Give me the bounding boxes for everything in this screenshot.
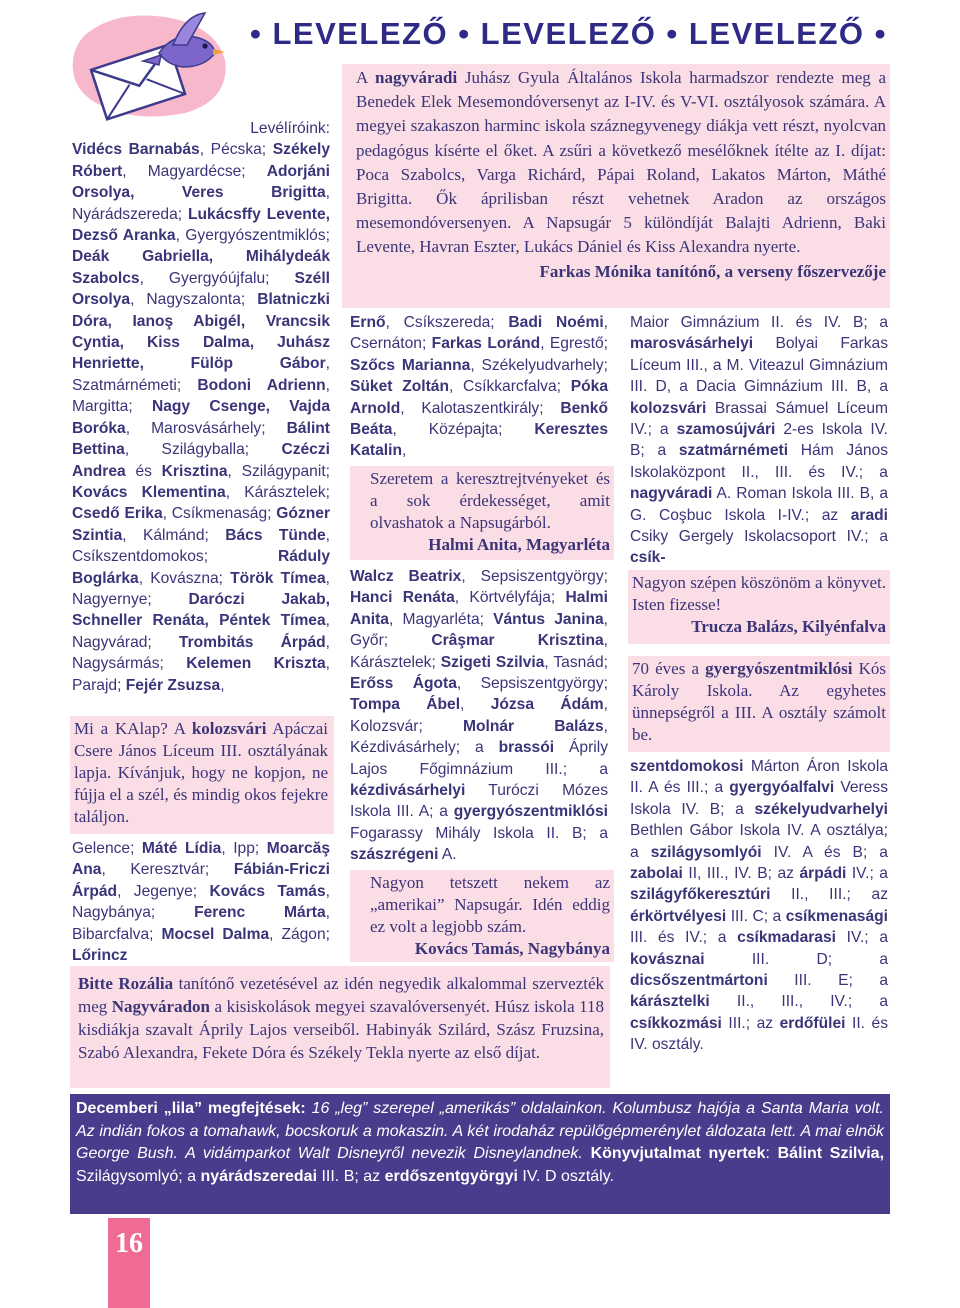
name-bold: Krisztina	[161, 462, 228, 480]
name-bold: marosvásárhelyi	[630, 335, 754, 353]
name-text: , Székelyudvarhely;	[470, 356, 609, 374]
name-bold: Mocsel Dalma	[161, 925, 270, 943]
name-bold: Walcz Beatrix	[350, 568, 462, 585]
name-bold: Vidécs Barnabás	[72, 141, 200, 159]
name-text: Bethlen Gábor Iskola IV. A osztálya; a	[630, 822, 888, 861]
intro-city: nagyváradi	[375, 68, 458, 87]
name-bold: csíkkozmási	[630, 1014, 722, 1032]
name-bold: Ferenc Márta	[194, 904, 326, 922]
name-text: , Gyergyószentmiklós;	[175, 227, 330, 245]
name-bold: Széll Orsolya	[72, 269, 330, 309]
name-bold: kovásznai	[630, 950, 705, 968]
name-bold: Ernő	[350, 314, 386, 331]
letter-writers-list-continued	[72, 838, 330, 966]
name-bold: gyergyószentmiklósi	[453, 803, 608, 821]
name-text: Brassai Sámuel Líceum IV.; a	[630, 399, 888, 439]
name-text: , Sepsiszentgyörgy;	[456, 675, 608, 693]
intro-signature: Farkas Mónika tanítónő, a verseny főszervezője	[539, 261, 886, 281]
recital-text-1: tanítónő vezetésével az idén negyedik alkalommal szervezték meg	[78, 974, 605, 1016]
name-bold: csíkmenasági	[785, 907, 888, 925]
name-bold: Nagy Csenge, Vajda Boróka	[72, 398, 331, 437]
name-bold: Fejér Zsuzsa	[125, 676, 221, 694]
name-bold: erdőfülei	[779, 1014, 846, 1032]
intro-text-1: A	[356, 68, 376, 87]
school-anniversary-note	[628, 656, 890, 752]
solutions-winners-label: Könyvjutalmat nyertek	[582, 1145, 766, 1163]
thanks-signature: Trucza Balázs, Kilyénfalva	[691, 617, 886, 636]
name-text: , Tasnád;	[544, 653, 608, 671]
name-text: , Kárásztelek;	[350, 632, 608, 671]
name-text: II, III., IV. B; az	[682, 865, 800, 883]
name-bold: Székely Róbert	[72, 141, 330, 180]
name-text: , Bibarcfalva;	[72, 904, 330, 943]
name-text: , Keresztvár;	[101, 861, 234, 879]
name-text: , Nagyernye;	[72, 569, 330, 608]
name-bold: Póka Arnold	[350, 378, 608, 417]
reader-letter-american	[350, 870, 614, 962]
name-text: , Nyárádszereda;	[72, 184, 330, 223]
page-number: 16	[115, 1228, 143, 1259]
name-text: , Szatmárnémeti;	[72, 355, 330, 394]
name-bold: árpádi	[799, 865, 847, 883]
name-bold: Lukácsffy Levente, Dezső Aranka	[72, 205, 330, 245]
name-bold: dicsőszentmártoni	[630, 972, 768, 990]
name-bold: Ráduly Boglárka	[72, 548, 330, 587]
name-bold: brassói	[498, 739, 555, 757]
solutions-heading: Decemberi „lila” megfejtések:	[76, 1100, 306, 1117]
schools-list-2	[630, 758, 888, 1053]
name-text: Áprily Lajos Főgimnázium III.; a	[350, 739, 608, 778]
name-text: , Magyarléta;	[388, 610, 494, 628]
name-bold: Süket Zoltán	[350, 378, 449, 396]
kalap-city: kolozsvári	[191, 719, 267, 738]
name-text: , Kalotaszentkirály;	[400, 399, 561, 417]
name-bold: Farkas Loránd	[431, 335, 541, 353]
solutions-answers: 16 „leg” szerepel „amerikás” oldalainkon. Kolumbusz hajója a Santa Maria volt. Az indián fokos a tomahawk, bocskoruk a mokaszin. A két irodaház repülőgépmerénylet áldozata lett. A mai elnök George Bush. A vidámparkot Walt Disneyről nevezik Disneylandnek.	[76, 1100, 884, 1163]
recital-text-2: a kisiskolások megyei szavalóversenyét. Húsz iskola 118 kisdiákja szavalt Áprily Lajos verseiből. Habinyák Szilárd, Szász Fruzsina, Szabó Alexandra, Fekete Dóra és Székely Tekla nyerte az első díjat.	[78, 997, 604, 1062]
name-text: II. és IV. osztály.	[630, 1014, 888, 1054]
solutions-text-2: Szilágysomlyó; a	[76, 1167, 201, 1185]
name-bold: Erőss Ágota	[350, 675, 457, 693]
name-text: , Nagyszalonta;	[130, 291, 258, 309]
name-bold: Kovács Tamás	[209, 882, 326, 900]
name-text: Csiky Gergely Iskolacsoport IV.; a	[630, 528, 888, 546]
letter-writers-names	[72, 141, 330, 693]
name-text: IV. A és B; a	[761, 843, 888, 861]
kalap-note	[70, 716, 334, 834]
name-text: , Győr;	[350, 610, 608, 650]
name-bold: Vántus Janina	[493, 610, 604, 628]
solutions-winner-3: erdőszentgyörgyi	[384, 1167, 518, 1185]
name-bold: Bodoni Adrienn	[197, 376, 326, 394]
name-text: Hám János Iskolaközpont II., III. és IV.; a	[630, 442, 889, 481]
name-bold: kolozsvári	[630, 399, 707, 417]
name-text: , Kolozsvár;	[350, 696, 608, 735]
name-text: , Nagyvárad;	[72, 612, 330, 651]
intro-text-2: Juhász Gyula Általános Iskola harmadszor rendezte meg a Benedek Elek Mesemondóversenyt az I-IV. és V-VI. osztályosok számára. A megyei szakaszon harminc iskola száznegyvenegy diákja vett részt, nyolcvan pedagógus kísérte el őket. A zsűri a következő mesélőknek ítélte az I. díjat: Poca Szabolcs, Varga Richárd, Pápai Roland, Lakatos Márton, Máthé Brigitta. Ők áprilisban részt vehetnek Aradon az országos mesemondóversenyen. A Napsugár 5 különdíját Balajti Adrienn, Baki Levente, Havran Eszter, Lukács Dániel és Kiss Alexandra nyerte.	[356, 68, 886, 257]
name-text: II., III.; az	[770, 886, 888, 904]
name-text: , Szilágypanit;	[227, 462, 330, 480]
schools-list-right	[630, 312, 888, 569]
name-bold: szilágysomlyói	[650, 843, 762, 861]
name-text: IV.; a	[836, 929, 888, 947]
name-text: , Kovászna;	[138, 569, 231, 587]
name-text: és	[125, 462, 162, 480]
name-text: , Kézdivásárhely; a	[350, 717, 608, 757]
anniversary-text-2: Kós Károly Iskola. Az egyhetes ünnepségről a III. A osztály számolt be.	[632, 659, 886, 744]
storytelling-contest-article	[342, 64, 890, 308]
name-text: Gelence;	[72, 840, 142, 857]
name-text: Fogarassy Mihály Iskola II. B; a	[350, 824, 608, 842]
name-text: 2-es Iskola IV. B; a	[630, 421, 888, 460]
name-bold: Czéczi Andrea	[72, 441, 330, 480]
name-bold: zabolai	[630, 865, 683, 883]
name-text: III. E; a	[767, 972, 888, 990]
name-bold: Tompa Ábel	[350, 696, 461, 714]
name-text: , Szilágyballa;	[124, 441, 282, 459]
name-text: Veress Iskola IV. B; a	[630, 779, 888, 818]
name-text: , Sepsiszentgyörgy;	[461, 568, 608, 585]
anniversary-text-1: 70 éves a	[632, 659, 706, 678]
name-bold: Molnár Balázs	[462, 717, 604, 735]
name-bold: Szőcs Marianna	[350, 356, 471, 374]
name-text: IV.; a	[846, 865, 888, 883]
kalap-text-1: Mi a KAlap? A	[74, 719, 192, 738]
name-text: , Gyergyóújfalu;	[139, 269, 295, 287]
name-bold: székelyudvarhelyi	[754, 800, 888, 818]
name-bold: szamosújvári	[676, 421, 776, 439]
name-text: , Csíkkarcfalva;	[448, 378, 571, 396]
american-signature: Kovács Tamás, Nagybánya	[414, 939, 610, 958]
name-bold: Fábián-Friczi Árpád	[72, 861, 330, 900]
name-bold: Csedő Erika	[72, 505, 163, 523]
solutions-text-3: III. B; az	[317, 1167, 385, 1185]
crossword-text: Szeretem a keresztrejtvényeket és a sok érdekességet, amit olvashatok a Napsugárból.	[370, 469, 610, 532]
name-text: III. D; a	[704, 950, 888, 968]
page-title: • LEVELEZŐ • LEVELEZŐ • LEVELEZŐ •	[250, 16, 887, 51]
name-text: , Pécska;	[199, 141, 273, 159]
name-bold: Kelemen Kriszta	[186, 655, 326, 673]
recital-city: Nagyváradon	[111, 997, 211, 1016]
name-text: ,	[402, 442, 407, 460]
kalap-text-2: Apáczai Csere János Líceum III. osztályának lapja. Kívánjuk, hogy ne kopjon, ne fújja el a szél, és mindig okos fejekre találjon.	[74, 719, 328, 826]
name-bold: aradi	[850, 506, 888, 524]
solutions-text-4: IV. D osztály.	[517, 1167, 614, 1185]
letter-writers-list	[72, 118, 330, 696]
name-text: Maior Gimnázium II. és IV. B; a	[630, 314, 888, 331]
name-text: , Zágon;	[269, 925, 330, 943]
anniversary-city: gyergyószentmiklósi	[705, 659, 853, 678]
name-text: , Kárásztelek;	[225, 483, 330, 501]
name-bold: Daróczi Jakab, Schneller Renáta, Péntek Tímea	[72, 590, 330, 630]
letter-writers-list-middle-2	[350, 566, 608, 866]
name-text: A.	[438, 846, 457, 864]
name-text: , Jegenye;	[117, 882, 210, 900]
name-bold: Bács Tünde	[225, 526, 326, 544]
name-bold: csík-	[630, 549, 666, 567]
name-bold: Crâşmar Krisztina	[431, 632, 604, 650]
name-text: , Nagysármás;	[72, 633, 331, 673]
name-bold: Adorjáni Orsolya, Veres Brigitta	[72, 162, 330, 202]
name-bold: nagyváradi	[630, 485, 713, 503]
name-bold: Halmi Anita	[350, 589, 608, 628]
recital-teacher: Bitte Rozália	[78, 974, 174, 993]
name-text: , Marosvásárhely;	[125, 419, 287, 437]
december-solutions	[70, 1094, 890, 1214]
name-bold: szilágyfőkeresztúri	[630, 886, 771, 904]
american-text: Nagyon tetszett nekem az „amerikai” Napsugár. Idén eddig ez volt a legjobb szám.	[370, 873, 610, 936]
letter-writers-list-middle	[350, 312, 608, 462]
letter-writers-names-4	[350, 568, 608, 863]
name-bold: szászrégeni	[350, 846, 439, 864]
name-text: , Nagybánya;	[72, 882, 330, 922]
name-bold: kárásztelki	[630, 993, 710, 1011]
solutions-text-1: :	[765, 1145, 778, 1163]
name-bold: érkörtvélyesi	[630, 907, 727, 925]
schools-list-right-2	[630, 756, 888, 1056]
name-text: ,	[220, 676, 225, 694]
name-bold: Józsa Ádám	[490, 696, 604, 714]
name-bold: Török Tímea	[230, 569, 326, 587]
name-bold: Bálint Bettina	[72, 419, 330, 459]
name-bold: Máté Lídia	[141, 840, 222, 857]
name-bold: Szigeti Szilvia	[440, 653, 545, 671]
name-bold: szentdomokosi	[630, 758, 744, 775]
name-text: , Ipp;	[221, 840, 267, 857]
name-text: Márton Áron Iskola II. A és III.; a	[630, 758, 888, 797]
name-bold: csíkmadarasi	[737, 929, 836, 947]
name-text: , Kálmánd;	[122, 526, 226, 544]
name-bold: Blatniczki Dóra, Ianoş Abigél, Vrancsik Cyntia, Kiss Dalma, Juhász Henriette, Fülöp Gábor	[72, 291, 330, 373]
name-text: , Parajd;	[72, 655, 330, 694]
name-bold: Deák Gabriella, Mihálydeák Szabolcs	[72, 248, 330, 287]
name-text: Turóczi Mózes Iskola III. A; a	[350, 782, 608, 821]
letter-writers-names-3	[350, 314, 608, 459]
name-bold: Hanci Renáta	[350, 589, 455, 607]
name-bold: Benkő Beáta	[350, 399, 608, 439]
reader-letter-thanks	[628, 570, 890, 644]
name-text: , Magyardécse;	[122, 162, 267, 180]
name-text: III. C; a	[726, 907, 786, 925]
name-text: Bolyai Farkas Líceum III., a M. Viteazul Gimnázium III. D, a Dacia Gimnázium III. B, a	[630, 335, 888, 396]
name-text: , Csernáton;	[350, 314, 608, 353]
name-bold: Kovács Klementina	[72, 483, 226, 501]
name-bold: kézdivásárhelyi	[350, 782, 466, 800]
name-bold: Keresztes Katalin	[350, 421, 608, 460]
name-bold: Moarcăş Ana	[72, 840, 330, 879]
name-bold: Gózner Szintia	[72, 505, 331, 544]
name-text: , Középajta;	[392, 421, 535, 439]
bird-envelope-logo	[55, 5, 245, 123]
letter-writers-names-2	[72, 840, 330, 964]
reader-letter-crossword	[350, 466, 614, 560]
name-bold: Trombitás Árpád	[178, 633, 326, 651]
name-text: , Csíkszentdomokos;	[72, 526, 331, 566]
recital-contest-article	[70, 966, 610, 1088]
solutions-winner-2: nyárádszeredai	[200, 1167, 318, 1185]
name-bold: Badi Noémi	[508, 314, 604, 331]
crossword-signature: Halmi Anita, Magyarléta	[428, 535, 610, 554]
name-text: , Margitta;	[72, 376, 331, 416]
name-text: III.; az	[721, 1014, 780, 1032]
name-bold: gyergyóalfalvi	[729, 779, 835, 797]
name-text: , Körtvélyfája;	[454, 589, 566, 607]
name-text: , Csíkszereda;	[385, 314, 509, 331]
schools-list-1	[630, 314, 888, 566]
name-text: ,	[460, 696, 491, 714]
name-text: , Egrestő;	[540, 335, 608, 353]
letter-writers-label: Levélíróink:	[250, 120, 330, 137]
name-bold: szatmárnémeti	[678, 442, 789, 460]
thanks-text: Nagyon szépen köszönöm a könyvet. Isten fizesse!	[632, 573, 886, 614]
name-text: A. Roman Iskola III. B, a G. Coşbuc Iskola I-IV.; az	[630, 485, 888, 524]
name-text: III. és IV.; a	[630, 929, 738, 947]
name-text: II., III., IV.; a	[709, 993, 888, 1011]
name-text: , Csíkmenaság;	[162, 505, 277, 523]
solutions-winner-1: Bálint Szilvia,	[777, 1145, 885, 1163]
name-bold: Lőrincz	[72, 947, 128, 965]
